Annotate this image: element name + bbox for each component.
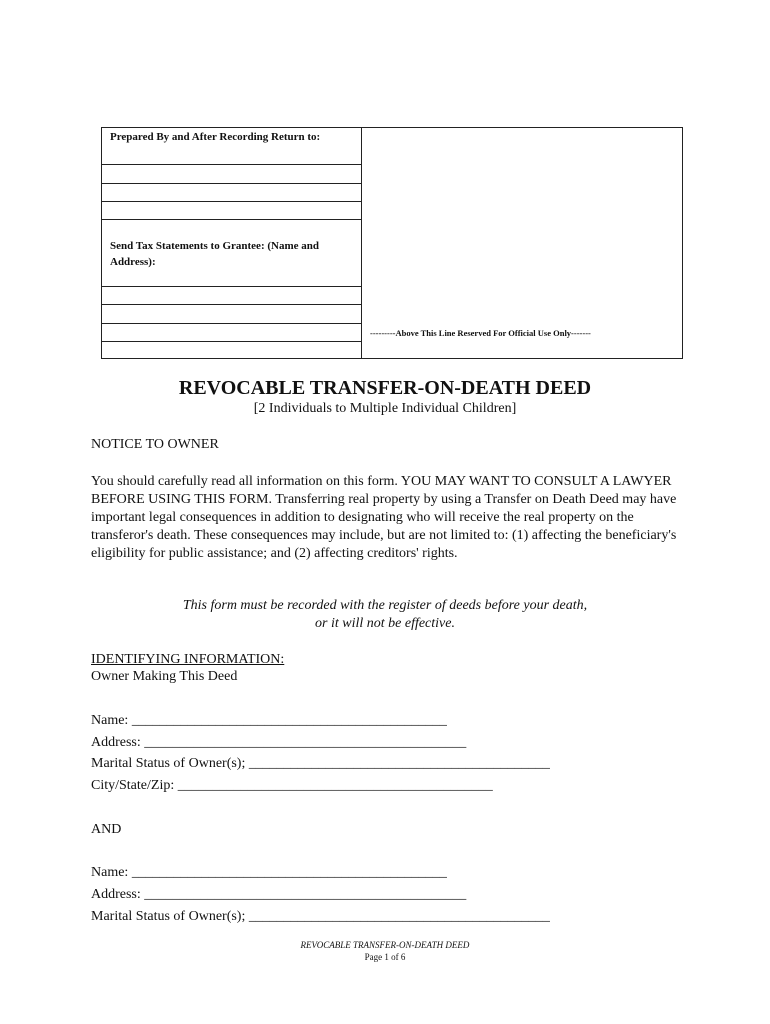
recording-info-box [101,127,683,359]
prepared-by-line [102,201,361,202]
owner2-name-field: Name: _____________________________________________ [91,865,447,880]
recording-info-left-column [102,128,362,358]
send-tax-label: Send Tax Statements to Grantee: (Name and Address): [110,240,319,268]
footer-form-title: REVOCABLE TRANSFER-ON-DEATH DEED [300,940,470,950]
prepared-by-label: Prepared By and After Recording Return to: [110,131,321,143]
and-label: AND [91,822,122,837]
document-subtitle: [2 Individuals to Multiple Individual Children] [253,401,517,416]
identifying-subheading: Owner Making This Deed [91,669,238,684]
owner2-marital-field: Marital Status of Owner(s); ___________________________________________ [91,909,550,924]
identifying-heading: IDENTIFYING INFORMATION: [91,652,285,667]
prepared-by-line [102,183,361,184]
prepared-by-line [102,164,361,165]
recording-note-line-2: or it will not be effective. [315,616,455,631]
send-tax-line [102,341,361,342]
owner1-name-field: Name: _____________________________________________ [91,713,447,728]
notice-heading: NOTICE TO OWNER [91,437,219,452]
recording-note [0,597,770,633]
footer-page-number: Page 1 of 6 [364,952,406,962]
owner1-marital-field: Marital Status of Owner(s); ___________________________________________ [91,756,550,771]
page-footer [0,939,770,963]
recording-note-line-1: This form must be recorded with the register of deeds before your death, [182,598,588,613]
send-tax-line [102,304,361,305]
owner1-city-field: City/State/Zip: _____________________________________________ [91,778,493,793]
document-title: REVOCABLE TRANSFER-ON-DEATH DEED [178,377,592,399]
owner1-address-field: Address: ______________________________________________ [91,735,467,750]
official-use-label: ---------Above This Line Reserved For Official Use Only------- [370,328,591,338]
prepared-by-line [102,219,361,220]
notice-body: You should carefully read all information on this form. YOU MAY WANT TO CONSULT A LAWYER BEFORE USING THIS FORM. Transferring real property by using a Transfer on Death Deed may have important legal consequences in addition to designating who will receive the real property on the transferor's death. These consequences may include, but are not limited to: (1) affecting the beneficiary's eligibility for public assistance; and (2) affecting creditors' rights. [91,474,677,561]
send-tax-line [102,323,361,324]
send-tax-line [102,286,361,287]
owner2-address-field: Address: ______________________________________________ [91,887,467,902]
